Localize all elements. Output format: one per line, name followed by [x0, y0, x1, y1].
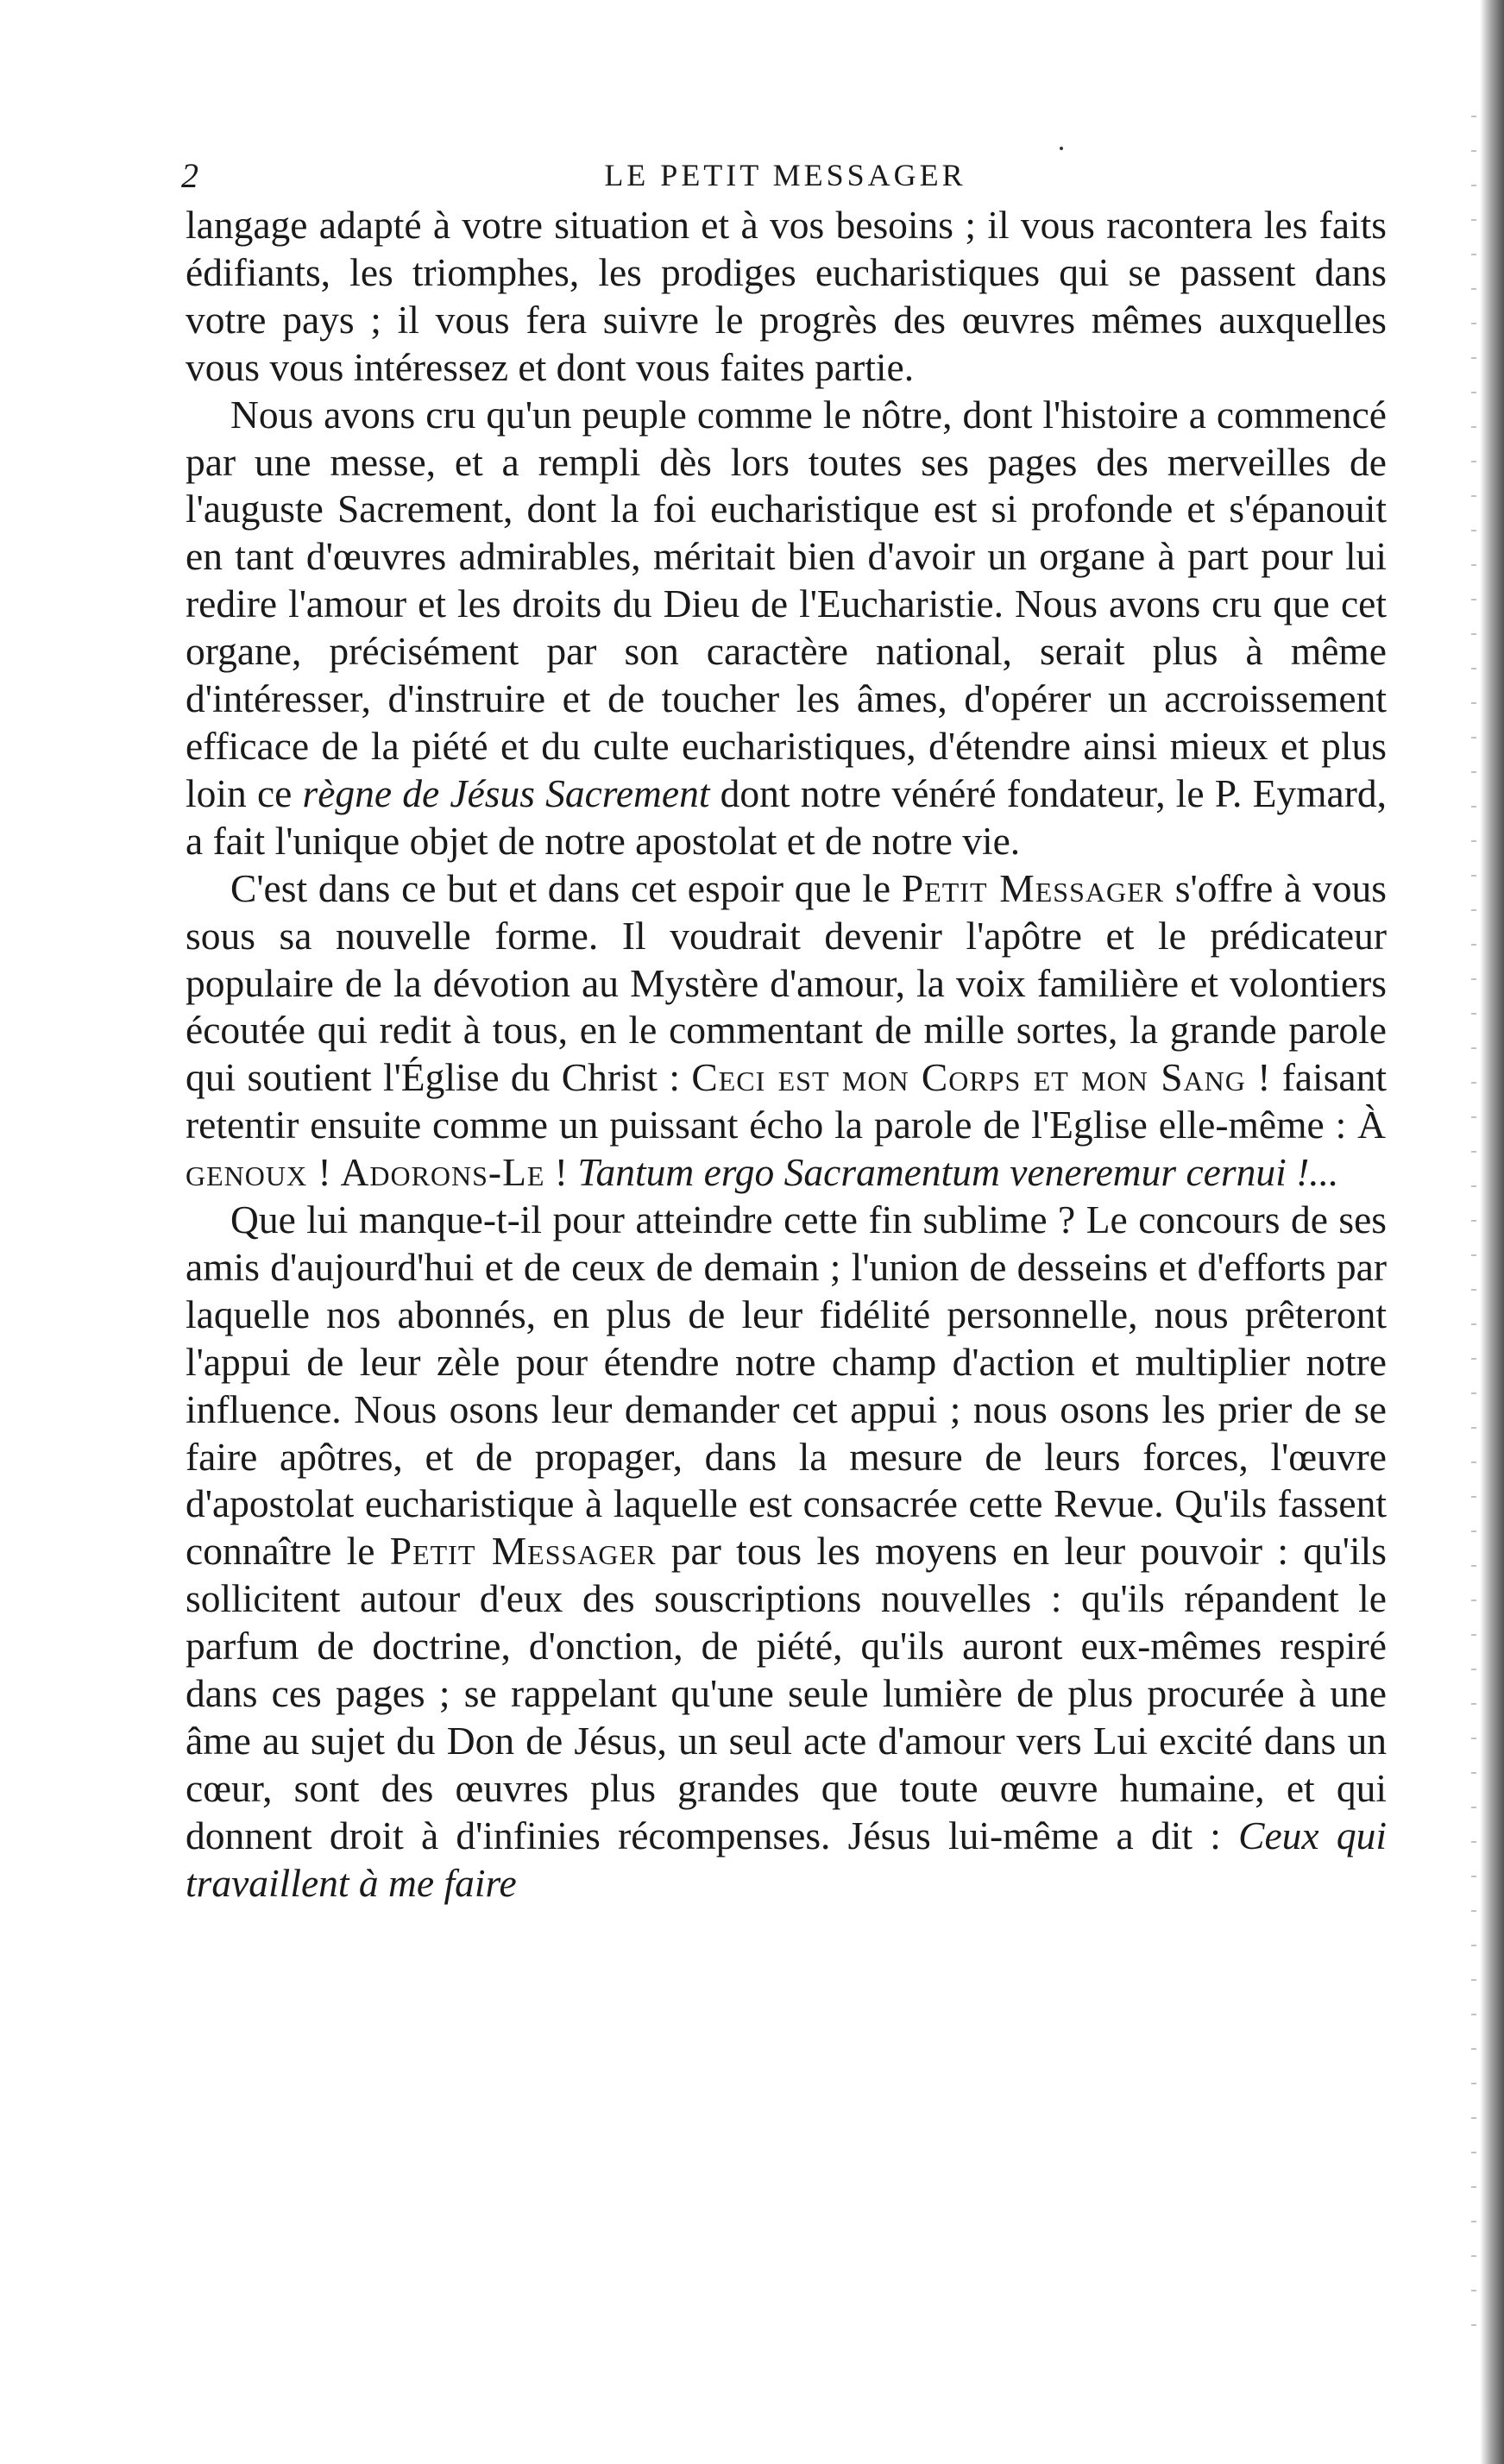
paragraph-4	[186, 1197, 1387, 1908]
page-header	[181, 155, 1389, 207]
paragraph-1: langage adapté à votre situation et à vos besoins ; il vous racontera les faits édifiants, les triomphes, les prodiges eucharistiques qui se passent dans votre pays ; il vous fera suivre le progrès des œuvres mêmes auxquelles vous vous intéressez et dont vous faites partie.	[186, 203, 1387, 389]
paragraph-3-text-a: C'est dans ce but et dans cet espoir que le	[230, 865, 902, 910]
paragraph-2-text-a: Nous avons cru qu'un peuple comme le nôtre, dont l'histoire a commencé par une messe, et a rempli dès lors toutes ses pages des merveilles de l'auguste Sacrement, dont la foi eucharistique est si profonde et s'épanouit en tant d'œuvres admirables, méritait bien d'avoir un organe à part pour lui redire l'amour et les droits du Dieu de l'Eucharistie. Nous avons cru que cet organe, précisément par son caractère national, serait plus à même d'intéresser, d'instruire et de toucher les âmes, d'opérer un accroissement efficace de la piété et du culte eucharistiques, d'étendre ainsi mieux et plus loin ce	[186, 392, 1387, 815]
paragraph-2-text-c: dont notre vénéré fondateur, le P. Eymard, a fait l'unique objet de notre apostolat et de notre vie.	[186, 770, 1388, 863]
paragraph-4-text-c: par tous les moyens en leur pouvoir : qu'ils sollicitent autour d'eux des souscriptions nouvelles : qu'ils répandent le parfum de doctrine, d'onction, de piété, qu'ils auront eux-mêmes respiré dans ces pages ; se rappelant qu'une seule lumière de plus procurée à une âme au sujet du Don de Jésus, un seul acte d'amour vers Lui excité dans un cœur, sont des œuvres plus grandes que toute œuvre humaine, et qui donnent droit à d'infinies récompenses. Jésus lui-même a dit :	[186, 1529, 1387, 1857]
small-caps-title: Petit Messager	[389, 1529, 657, 1574]
paragraph-3-text-g: !	[544, 1150, 578, 1195]
paragraph-3-text-e: ! faisant retentir ensuite comme un puissant écho la parole de l'Eglise elle-même :	[186, 1055, 1387, 1147]
latin-hymn-quote: Tantum ergo Sacramentum veneremur cernui !...	[577, 1150, 1339, 1195]
scan-page-edge	[1480, 0, 1504, 2464]
paragraph-2	[186, 392, 1387, 865]
print-speck	[1060, 147, 1063, 150]
small-caps-title: Petit Messager	[901, 865, 1164, 910]
running-title: LE PETIT MESSAGER	[604, 158, 966, 192]
italic-quote: Ceux qui travaillent à me faire	[186, 1813, 1388, 1905]
italic-phrase: règne de Jésus Sacrement	[302, 770, 710, 815]
paragraph-3	[186, 865, 1387, 1197]
page-number: 2	[181, 156, 199, 195]
body-text	[186, 202, 1387, 1908]
paragraph-3-text-c: s'offre à vous sous sa nouvelle forme. Il voudrait devenir l'apôtre et le prédicateur populaire de la dévotion au Mystère d'amour, la voix familière et volontiers écoutée qui redit à tous, en le commentant de mille sortes, la grande parole qui soutient l'Église du Christ :	[186, 865, 1387, 1100]
small-caps-exclamation: À genoux ! Adorons-Le	[186, 1103, 1387, 1195]
paragraph-4-text-a: Que lui manque-t-il pour atteindre cette fin sublime ? Le concours de ses amis d'aujourd'hui et de ceux de demain ; l'union de desseins et d'efforts par laquelle nos abonnés, en plus de leur fidélité personnelle, nous prêteront l'appui de leur zèle pour étendre notre champ d'action et multiplier notre influence. Nous osons leur demander cet appui ; nous osons les prier de se faire apôtres, et de propager, dans la mesure de leurs forces, l'œuvre d'apostolat eucharistique à laquelle est consacrée cette Revue. Qu'ils fassent connaître le	[186, 1197, 1387, 1574]
small-caps-quote: Ceci est mon Corps et mon Sang	[691, 1055, 1246, 1100]
